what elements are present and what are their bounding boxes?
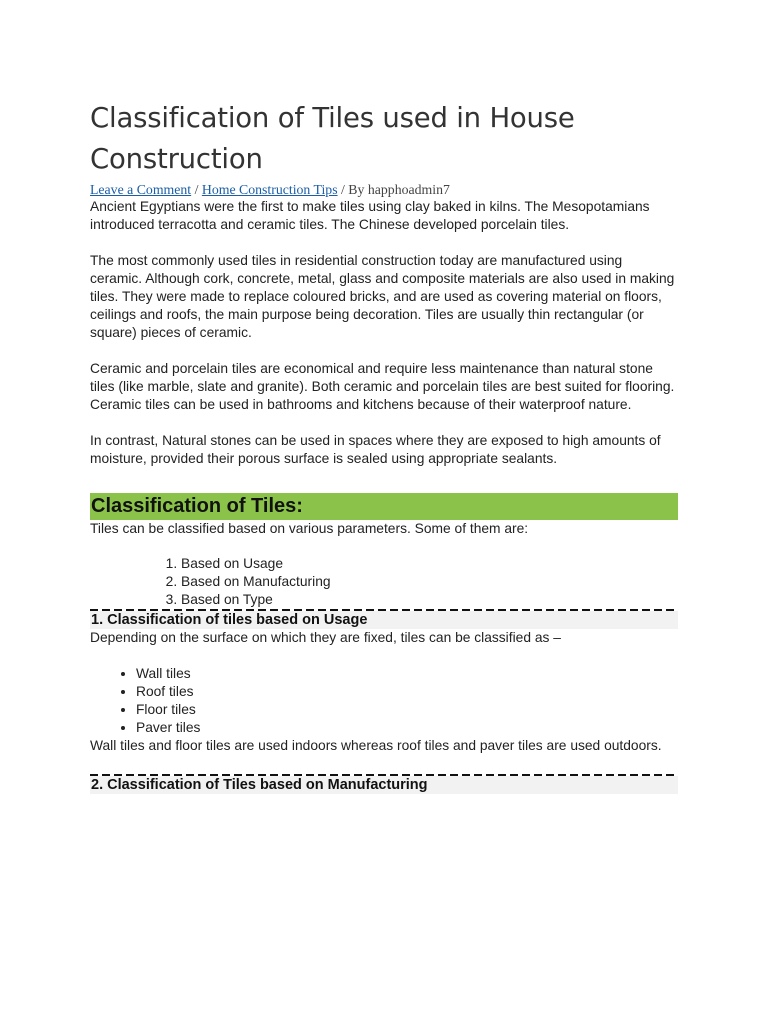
category-link[interactable]: Home Construction Tips: [201, 182, 338, 197]
list-item: • Floor tiles: [136, 701, 678, 719]
paragraph-2: The most commonly used tiles in residential construction today are manufactured using ceramic. Although cork, concrete, metal, glass and composite materials are also used in making tiles. They were made to replace coloured bricks, and are used as covering material on floors, ceilings and roofs, the main purpose being decoration. Tiles are usually thin rectangular (or square) pieces of ceramic.: [90, 253, 675, 340]
list-item: 2. Based on Manufacturing: [181, 573, 678, 591]
post-meta: [90, 181, 678, 198]
author-name: happhoadmin7: [367, 182, 450, 197]
meta-by-separator: / By: [337, 182, 368, 197]
list-item: • Roof tiles: [136, 683, 678, 701]
manufacturing-heading: 2. Classification of Tiles based on Manufacturing: [90, 776, 678, 794]
leave-comment-link[interactable]: Leave a Comment: [90, 182, 192, 197]
list-item: • Wall tiles: [136, 665, 678, 683]
usage-list: [90, 665, 678, 736]
classification-list: [90, 555, 678, 608]
article-title: Classification of Tiles used in House Construction: [90, 102, 575, 175]
usage-intro: Depending on the surface on which they are fixed, tiles can be classified as –: [90, 630, 561, 646]
paragraph-4: In contrast, Natural stones can be used in spaces where they are exposed to high amounts of moisture, provided their porous surface is sealed using appropriate sealants.: [90, 433, 661, 466]
usage-heading: 1. Classification of tiles based on Usage: [90, 611, 678, 629]
section-heading: Classification of Tiles:: [90, 493, 678, 520]
list-item: 3. Based on Type: [181, 591, 678, 609]
meta-separator: /: [191, 182, 202, 197]
list-item: • Paver tiles: [136, 719, 678, 737]
list-item: 1. Based on Usage: [181, 555, 678, 573]
article-body: [90, 98, 678, 794]
paragraph-1: Ancient Egyptians were the first to make tiles using clay baked in kilns. The Mesopotamians introduced terracotta and ceramic tiles. The Chinese developed porcelain tiles.: [90, 199, 650, 232]
usage-note: Wall tiles and floor tiles are used indoors whereas roof tiles and paver tiles are used outdoors.: [90, 737, 662, 753]
section-intro: Tiles can be classified based on various parameters. Some of them are:: [90, 521, 529, 536]
paragraph-3: Ceramic and porcelain tiles are economical and require less maintenance than natural stone tiles (like marble, slate and granite). Both ceramic and porcelain tiles are best suited for flooring. Ceramic tiles can be used in bathrooms and kitchens because of their waterproof nature.: [90, 361, 675, 412]
